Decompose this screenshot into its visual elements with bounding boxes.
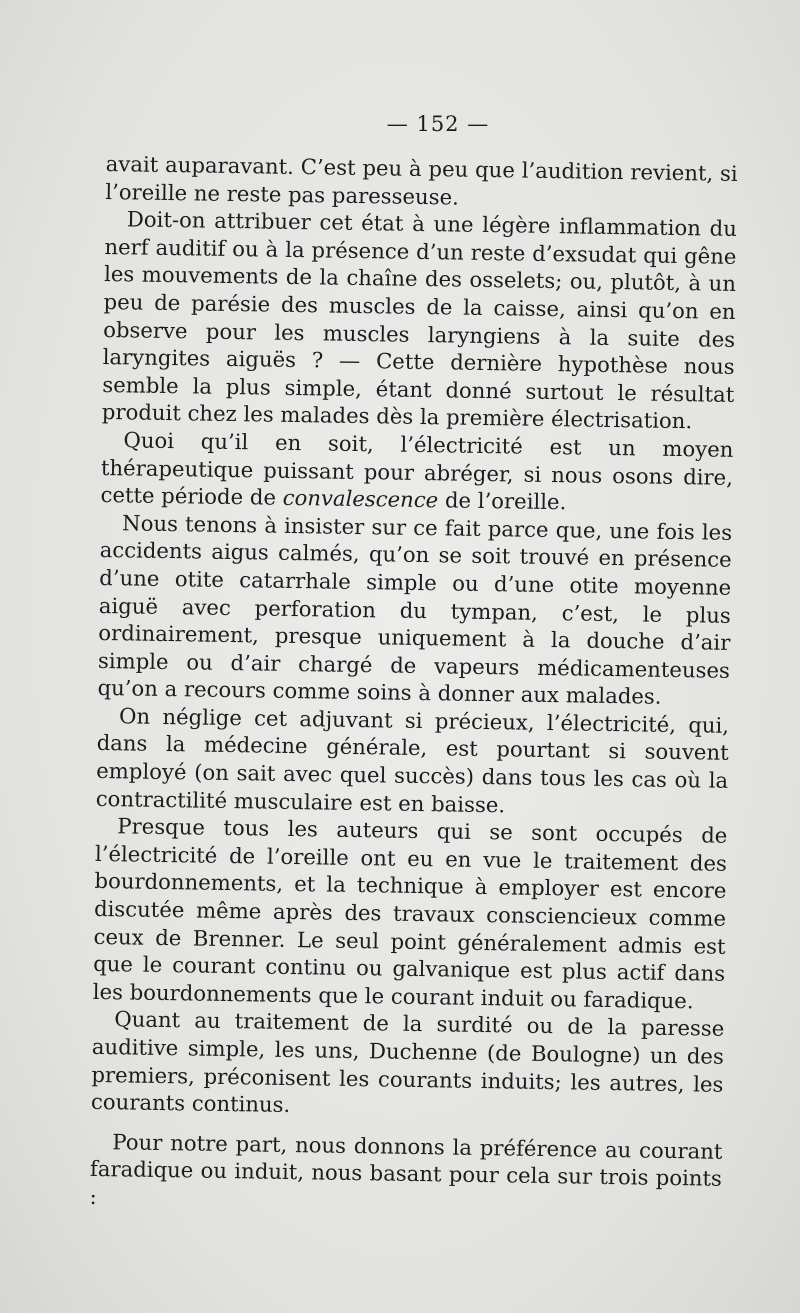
paragraph-3-text-before: Quoi qu’il en soit, l’électricité est un moyen thérapeutique puissant pour abréger, si nous osons dire, cette période de — [100, 427, 734, 510]
page-number: — 152 — — [386, 112, 490, 136]
paragraph-6: Presque tous les auteurs qui se sont occupés de l’électricité de l’oreille ont eu en vue le traitement des bourdonnements, et la technique à employer est encore discutée même après des travaux consciencieux comme ceux de Brenner. Le seul point généralement admis est que le courant continu ou galvanique est plus actif dans les bourdonnements que le courant induit ou faradique. — [92, 813, 728, 1014]
paragraph-7: Quant au traitement de la surdité ou de la paresse auditive simple, les uns, Duchenne (de Boulogne) un des premiers, préconisent les courants induits; les autres, les courants continus. — [90, 1006, 725, 1118]
paragraph-3-text-after: de l’oreille. — [438, 487, 567, 515]
paragraph-8: Pour notre part, nous donnons la préférence au courant faradique ou induit, nous basant pour cela sur trois points : — [89, 1129, 723, 1209]
paragraph-5: On néglige cet adjuvant si précieux, l’électricité, qui, dans la médecine générale, est pourtant si souvent employé (on sait avec quel succès) dans tous les cas où la contractilité musculaire est en baisse. — [95, 703, 730, 818]
body-text — [89, 150, 738, 1220]
paragraph-4: Nous tenons à insister sur ce fait parce que, une fois les accidents aigus calmés, qu’on se soit trouvé en présence d’une otite catarrhale simple ou d’une otite moyenne aiguë avec perforation du tympan, c’est, le plus ordinairement, presque uniquement à la douche d’air simple ou d’air chargé de vapeurs médicamenteuses qu’on a recours comme soins à donner aux malades. — [97, 510, 733, 710]
paragraph-3 — [100, 426, 733, 519]
paragraph-2: Doit-on attribuer cet état à une légère inflammation du nerf auditif ou à la présence d’un reste d’exsudat qui gêne les mouvements de la chaîne des osselets; ou, plutôt, à un peu de parésie des muscles de la caisse, ainsi qu’on en observe pour les muscles laryngiens à la suite des laryngites aiguës ? — Cette dernière hypothèse nous semble la plus simple, étant donné surtout le résultat produit chez les malades dès la première électrisation. — [101, 206, 738, 434]
paragraph-3-italic-term: convalescence — [282, 484, 439, 513]
paragraph-1: avait auparavant. C’est peu à peu que l’audition revient, si l’oreille ne reste pas paresseuse. — [105, 150, 738, 210]
